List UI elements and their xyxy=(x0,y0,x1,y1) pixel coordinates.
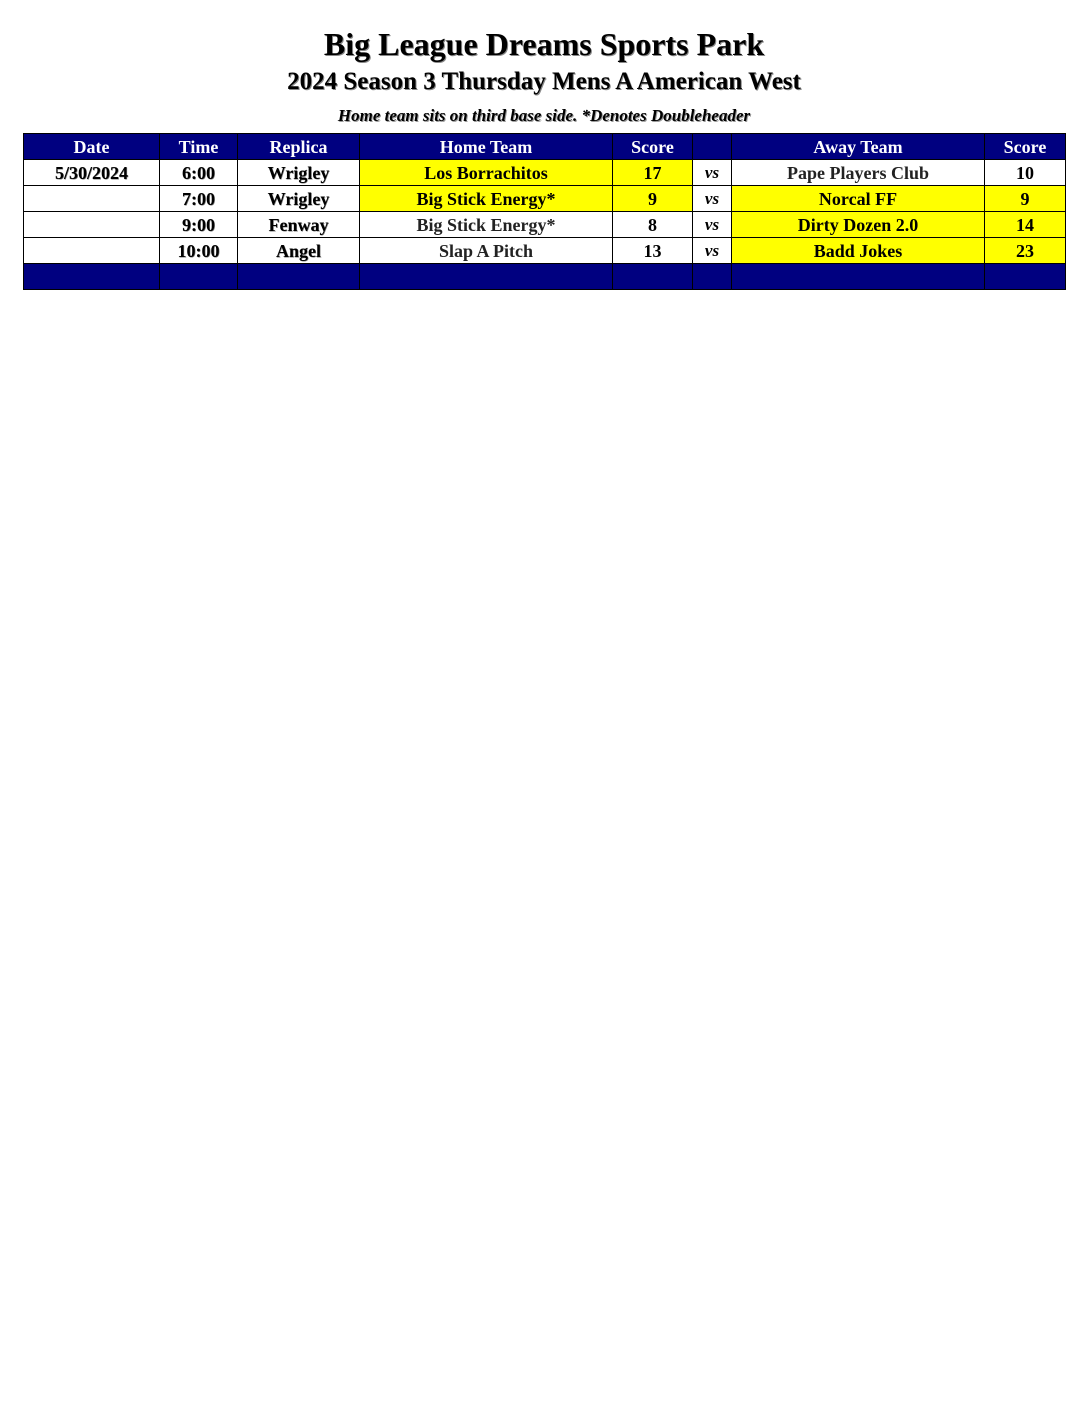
footer-cell xyxy=(238,264,360,290)
footer-cell xyxy=(160,264,238,290)
vs-label: vs xyxy=(693,186,732,212)
away-score: 23 xyxy=(985,238,1066,264)
home-score: 9 xyxy=(613,186,693,212)
home-score: 17 xyxy=(613,160,693,186)
game-replica: Wrigley xyxy=(238,186,360,212)
away-team: Badd Jokes xyxy=(732,238,985,264)
away-team: Dirty Dozen 2.0 xyxy=(732,212,985,238)
game-date xyxy=(24,186,160,212)
footer-cell xyxy=(360,264,613,290)
table-row xyxy=(24,160,1066,186)
vs-label: vs xyxy=(693,238,732,264)
footer-cell xyxy=(985,264,1066,290)
column-header-away-team: Away Team xyxy=(732,134,985,160)
page-subtitle: 2024 Season 3 Thursday Mens A American West xyxy=(287,68,801,95)
column-header-home-score: Score xyxy=(613,134,693,160)
game-time: 9:00 xyxy=(160,212,238,238)
game-time: 7:00 xyxy=(160,186,238,212)
away-team: Norcal FF xyxy=(732,186,985,212)
away-score: 14 xyxy=(985,212,1066,238)
footer-cell xyxy=(24,264,160,290)
table-row xyxy=(24,212,1066,238)
game-date: 5/30/2024 xyxy=(24,160,160,186)
page-title: Big League Dreams Sports Park xyxy=(323,26,765,62)
table-footer-row xyxy=(24,264,1066,290)
vs-label: vs xyxy=(693,212,732,238)
table-header-row xyxy=(24,134,1066,160)
game-time: 10:00 xyxy=(160,238,238,264)
table-row xyxy=(24,238,1066,264)
footer-cell xyxy=(732,264,985,290)
home-team: Big Stick Energy* xyxy=(360,186,613,212)
game-replica: Fenway xyxy=(238,212,360,238)
vs-label: vs xyxy=(693,160,732,186)
footer-cell xyxy=(693,264,732,290)
home-team: Big Stick Energy* xyxy=(360,212,613,238)
home-score: 8 xyxy=(613,212,693,238)
column-header-replica: Replica xyxy=(238,134,360,160)
doubleheader-note: Home team sits on third base side. *Denotes Doubleheader xyxy=(337,106,751,125)
column-header-home-team: Home Team xyxy=(360,134,613,160)
home-team: Los Borrachitos xyxy=(360,160,613,186)
away-team: Pape Players Club xyxy=(732,160,985,186)
schedule-table xyxy=(23,133,1066,290)
game-replica: Angel xyxy=(238,238,360,264)
game-time: 6:00 xyxy=(160,160,238,186)
game-date xyxy=(24,212,160,238)
game-replica: Wrigley xyxy=(238,160,360,186)
away-score: 9 xyxy=(985,186,1066,212)
column-header-date: Date xyxy=(24,134,160,160)
column-header-vs xyxy=(693,134,732,160)
home-team: Slap A Pitch xyxy=(360,238,613,264)
table-row xyxy=(24,186,1066,212)
home-score: 13 xyxy=(613,238,693,264)
column-header-away-score: Score xyxy=(985,134,1066,160)
away-score: 10 xyxy=(985,160,1066,186)
game-date xyxy=(24,238,160,264)
column-header-time: Time xyxy=(160,134,238,160)
footer-cell xyxy=(613,264,693,290)
